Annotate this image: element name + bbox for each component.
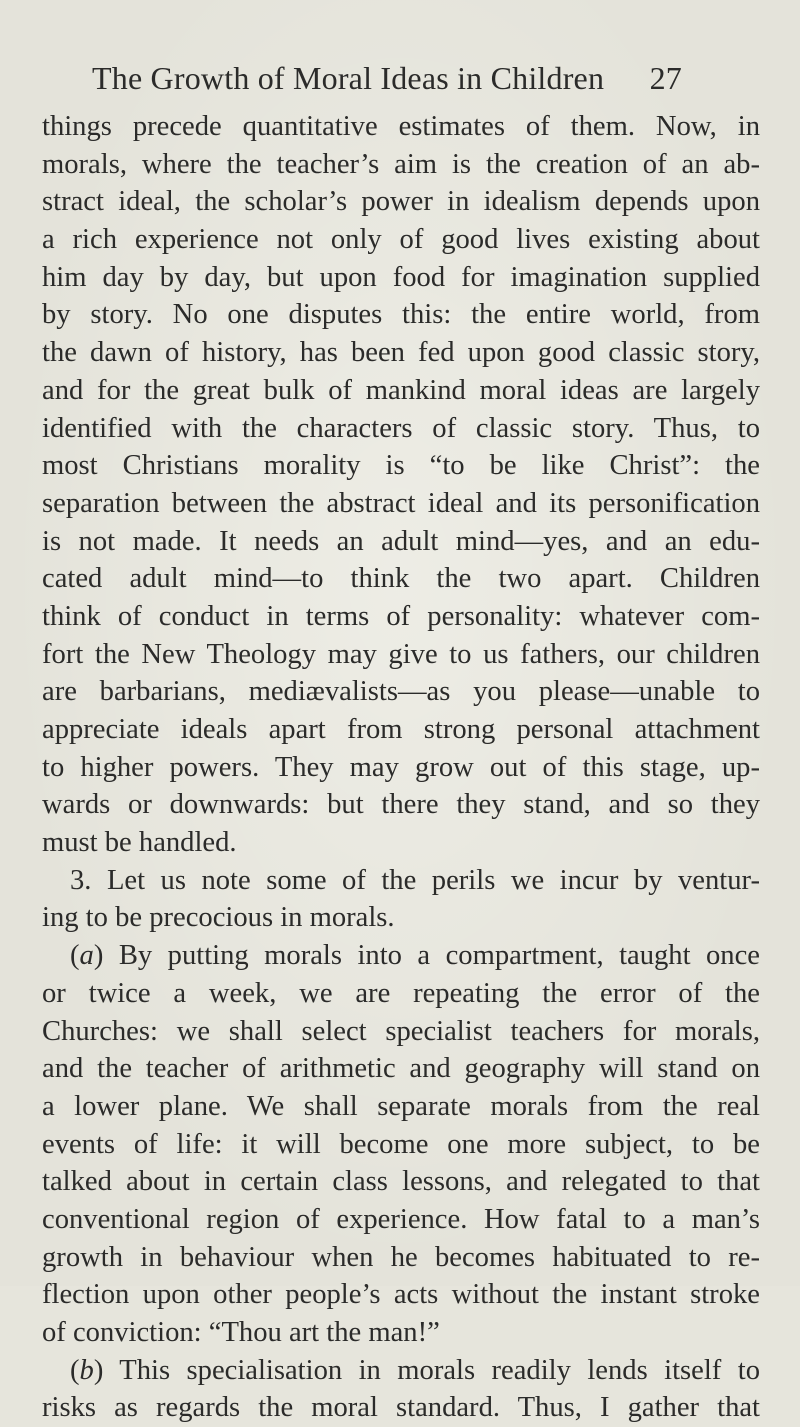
text-line: risks as regards the moral standard. Thus, I gather that bbox=[42, 1392, 760, 1424]
text-line: stract ideal, the scholar’s power in idealism depends upon bbox=[42, 186, 760, 218]
text-line: identified with the characters of classic story. Thus, to bbox=[42, 412, 760, 444]
body-text bbox=[42, 108, 760, 1427]
text-line: by story. No one disputes this: the entire world, from bbox=[42, 299, 760, 331]
text-line: most Christians morality is “to be like Christ”: the bbox=[42, 450, 760, 482]
text-line: 3. Let us note some of the perils we incur by ventur- bbox=[70, 864, 760, 896]
running-head-title: The Growth of Moral Ideas in Children bbox=[92, 60, 605, 96]
text-line: a lower plane. We shall separate morals from the real bbox=[42, 1090, 760, 1122]
text-line: must be handled. bbox=[42, 827, 237, 859]
text-line: a rich experience not only of good lives existing about bbox=[42, 224, 760, 256]
running-head bbox=[92, 56, 692, 100]
text-line: and for the great bulk of mankind moral ideas are largely bbox=[42, 374, 760, 406]
text-line: growth in behaviour when he becomes habituated to re- bbox=[42, 1241, 760, 1273]
text-line: or twice a week, we are repeating the error of the bbox=[42, 977, 760, 1009]
text-line: is not made. It needs an adult mind—yes, and an edu- bbox=[42, 525, 760, 557]
text-line: flection upon other people’s acts without the instant stroke bbox=[42, 1279, 760, 1311]
text-line: wards or downwards: but there they stand, and so they bbox=[42, 789, 760, 821]
text-line: appreciate ideals apart from strong personal attachment bbox=[42, 714, 760, 745]
text-line: morals, where the teacher’s aim is the creation of an ab- bbox=[42, 148, 760, 180]
text-line: things precede quantitative estimates of them. Now, in bbox=[42, 111, 760, 142]
text-line: conventional region of experience. How fatal to a man’s bbox=[42, 1203, 760, 1235]
text-line: are barbarians, mediævalists—as you please—unable to bbox=[42, 676, 760, 708]
text-line: Churches: we shall select specialist teachers for morals, bbox=[42, 1015, 760, 1047]
text-line: cated adult mind—to think the two apart. Children bbox=[42, 563, 760, 595]
text-line: and the teacher of arithmetic and geography will stand on bbox=[42, 1053, 760, 1085]
text-line: talked about in certain class lessons, and relegated to that bbox=[42, 1166, 760, 1198]
text-line: to higher powers. They may grow out of this stage, up- bbox=[42, 751, 760, 783]
text-line: think of conduct in terms of personality: whatever com- bbox=[42, 600, 760, 632]
text-line: fort the New Theology may give to us fathers, our children bbox=[42, 638, 760, 670]
text-line: events of life: it will become one more subject, to be bbox=[42, 1128, 760, 1160]
page-number: 27 bbox=[649, 60, 682, 96]
text-line: of conviction: “Thou art the man!” bbox=[42, 1317, 440, 1348]
text-line: the dawn of history, has been fed upon good classic story, bbox=[42, 337, 760, 369]
text-line: him day by day, but upon food for imagination supplied bbox=[42, 261, 760, 293]
text-line: separation between the abstract ideal and its personification bbox=[42, 487, 760, 519]
text-line: (a) By putting morals into a compartment, taught once bbox=[70, 940, 760, 972]
text-line: (b) This specialisation in morals readily lends itself to bbox=[70, 1354, 760, 1386]
text-line: ing to be precocious in morals. bbox=[42, 902, 395, 934]
